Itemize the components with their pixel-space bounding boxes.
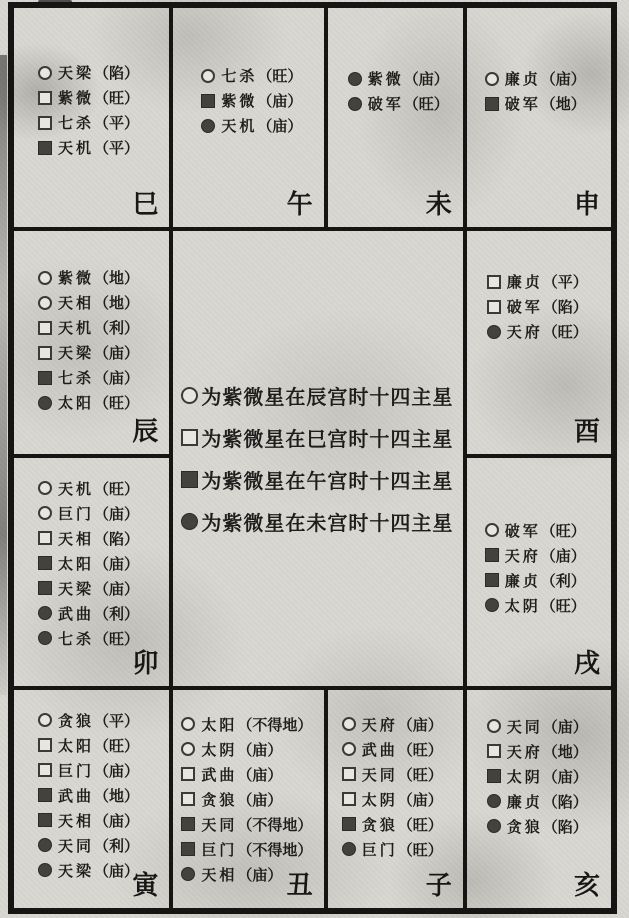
star-row bbox=[38, 833, 169, 858]
palace-cell-wu bbox=[171, 6, 325, 229]
filled-circle-icon bbox=[181, 513, 198, 530]
star-row bbox=[181, 812, 323, 837]
palace-cell-wei bbox=[326, 6, 465, 229]
star-name: 天同 bbox=[201, 815, 238, 834]
branch-label: 申 bbox=[573, 190, 600, 221]
palace-cell-yin bbox=[12, 688, 171, 911]
star-name: 廉贞 bbox=[506, 273, 543, 292]
branch-label: 辰 bbox=[132, 416, 159, 447]
star-list bbox=[14, 8, 169, 160]
branch-label: 卯 bbox=[132, 648, 159, 679]
filled-square-icon bbox=[38, 141, 52, 155]
branch-label: 巳 bbox=[132, 190, 159, 221]
star-brightness: （旺） bbox=[540, 521, 586, 540]
star-name: 天府 bbox=[506, 742, 543, 761]
filled-circle-icon bbox=[38, 838, 52, 852]
star-brightness: （旺） bbox=[94, 629, 140, 648]
star-name: 天梁 bbox=[58, 344, 95, 363]
open-circle-icon bbox=[485, 72, 499, 86]
star-name: 武曲 bbox=[58, 786, 95, 805]
open-circle-icon bbox=[38, 296, 52, 310]
star-row bbox=[487, 764, 611, 789]
star-brightness: （旺） bbox=[257, 67, 303, 85]
palace-cell-you bbox=[465, 229, 613, 456]
star-name: 紫微 bbox=[58, 89, 95, 107]
palace-cell-mao bbox=[12, 456, 171, 688]
star-name: 七杀 bbox=[58, 629, 95, 648]
open-circle-icon bbox=[38, 271, 52, 285]
scan-edge-streak bbox=[0, 55, 7, 695]
star-brightness: （地） bbox=[94, 786, 140, 805]
star-brightness: （庙） bbox=[542, 767, 588, 786]
star-brightness: （地） bbox=[94, 269, 140, 288]
star-name: 天梁 bbox=[58, 64, 95, 82]
star-row bbox=[38, 476, 169, 501]
star-list bbox=[467, 458, 611, 618]
star-row bbox=[38, 601, 169, 626]
star-name: 天相 bbox=[201, 865, 238, 884]
open-square-icon bbox=[487, 275, 501, 289]
star-brightness: （旺） bbox=[397, 740, 443, 759]
star-row bbox=[485, 593, 611, 618]
star-brightness: （不得地） bbox=[237, 815, 313, 834]
star-brightness: （陷） bbox=[542, 792, 588, 811]
star-brightness: （庙） bbox=[237, 790, 283, 809]
star-brightness: （庙） bbox=[94, 579, 140, 598]
star-brightness: （利） bbox=[540, 571, 586, 590]
filled-circle-icon bbox=[342, 842, 356, 856]
star-row bbox=[485, 91, 611, 116]
open-circle-icon bbox=[342, 717, 356, 731]
star-row bbox=[181, 762, 323, 787]
star-brightness: （庙） bbox=[237, 865, 283, 884]
branch-label: 戌 bbox=[573, 648, 600, 679]
star-name: 武曲 bbox=[58, 604, 95, 623]
filled-circle-icon bbox=[348, 72, 362, 86]
open-square-icon bbox=[38, 763, 52, 777]
legend-panel bbox=[171, 229, 464, 687]
star-list bbox=[467, 690, 611, 839]
star-row bbox=[38, 733, 169, 758]
star-row bbox=[38, 708, 169, 733]
open-square-icon bbox=[38, 346, 52, 360]
star-name: 武曲 bbox=[361, 740, 398, 759]
star-name: 太阳 bbox=[201, 715, 238, 734]
star-name: 太阴 bbox=[504, 596, 541, 615]
star-list bbox=[14, 690, 169, 883]
star-row bbox=[201, 63, 323, 88]
open-circle-icon bbox=[38, 506, 52, 520]
filled-square-icon bbox=[181, 817, 195, 831]
star-brightness: （地） bbox=[540, 95, 586, 113]
filled-circle-icon bbox=[487, 325, 501, 339]
star-list bbox=[467, 8, 611, 116]
star-brightness: （庙） bbox=[94, 811, 140, 830]
star-name: 天机 bbox=[58, 139, 95, 157]
star-name: 天府 bbox=[361, 715, 398, 734]
star-brightness: （旺） bbox=[397, 840, 443, 859]
filled-square-icon bbox=[38, 371, 52, 385]
filled-circle-icon bbox=[38, 863, 52, 877]
star-brightness: （庙） bbox=[540, 70, 586, 88]
legend-row bbox=[181, 416, 462, 458]
star-brightness: （庙） bbox=[237, 740, 283, 759]
open-circle-icon bbox=[342, 742, 356, 756]
star-name: 天机 bbox=[58, 319, 95, 338]
legend-text: 为紫微星在未宫时十四主星 bbox=[201, 510, 454, 535]
branch-label: 丑 bbox=[286, 871, 313, 901]
open-circle-icon bbox=[201, 69, 215, 83]
star-row bbox=[487, 814, 611, 839]
ziwei-palace-grid bbox=[8, 2, 617, 914]
star-row bbox=[201, 113, 323, 138]
star-row bbox=[485, 518, 611, 543]
star-brightness: （旺） bbox=[94, 89, 140, 107]
star-name: 破军 bbox=[504, 521, 541, 540]
star-brightness: （庙） bbox=[397, 715, 443, 734]
star-row bbox=[201, 88, 323, 113]
open-square-icon bbox=[38, 321, 52, 335]
star-name: 太阳 bbox=[58, 394, 95, 413]
star-brightness: （旺） bbox=[94, 736, 140, 755]
star-brightness: （庙） bbox=[94, 344, 140, 363]
star-list bbox=[328, 690, 463, 862]
star-row bbox=[348, 91, 463, 116]
star-row bbox=[38, 315, 169, 340]
star-brightness: （平） bbox=[94, 139, 140, 157]
filled-circle-icon bbox=[38, 606, 52, 620]
star-name: 巨门 bbox=[201, 840, 238, 859]
star-name: 七杀 bbox=[58, 369, 95, 388]
star-name: 太阴 bbox=[506, 767, 543, 786]
star-brightness: （旺） bbox=[94, 479, 140, 498]
palace-cell-shen bbox=[465, 6, 613, 229]
star-list bbox=[14, 458, 169, 651]
star-row bbox=[38, 526, 169, 551]
star-brightness: （平） bbox=[94, 711, 140, 730]
star-brightness: （庙） bbox=[94, 861, 140, 880]
open-square-icon bbox=[181, 767, 195, 781]
open-square-icon bbox=[38, 738, 52, 752]
star-brightness: （旺） bbox=[403, 95, 449, 113]
star-name: 天同 bbox=[361, 765, 398, 784]
palace-cell-xu bbox=[465, 456, 613, 688]
filled-square-icon bbox=[38, 556, 52, 570]
star-row bbox=[485, 66, 611, 91]
open-square-icon bbox=[342, 767, 356, 781]
legend-list bbox=[181, 374, 462, 542]
star-name: 天机 bbox=[221, 117, 258, 135]
star-name: 廉贞 bbox=[504, 571, 541, 590]
star-row bbox=[38, 290, 169, 315]
star-name: 太阴 bbox=[361, 790, 398, 809]
star-row bbox=[38, 265, 169, 290]
star-name: 天相 bbox=[58, 811, 95, 830]
star-name: 天机 bbox=[58, 479, 95, 498]
open-square-icon bbox=[38, 91, 52, 105]
star-brightness: （不得地） bbox=[237, 715, 313, 734]
star-row bbox=[38, 135, 169, 160]
open-circle-icon bbox=[485, 523, 499, 537]
star-list bbox=[14, 231, 169, 415]
filled-square-icon bbox=[485, 97, 499, 111]
star-row bbox=[38, 758, 169, 783]
branch-label: 子 bbox=[425, 871, 452, 901]
star-row bbox=[487, 269, 611, 294]
star-brightness: （不得地） bbox=[237, 840, 313, 859]
star-name: 紫微 bbox=[58, 269, 95, 288]
filled-circle-icon bbox=[181, 867, 195, 881]
star-brightness: （庙） bbox=[94, 554, 140, 573]
star-brightness: （旺） bbox=[397, 815, 443, 834]
star-name: 天府 bbox=[506, 323, 543, 342]
star-name: 太阳 bbox=[58, 554, 95, 573]
star-brightness: （陷） bbox=[94, 529, 140, 548]
filled-square-icon bbox=[342, 817, 356, 831]
open-circle-icon bbox=[487, 719, 501, 733]
star-name: 廉贞 bbox=[506, 792, 543, 811]
star-name: 七杀 bbox=[58, 114, 95, 132]
branch-label: 亥 bbox=[573, 871, 600, 901]
star-brightness: （庙） bbox=[257, 117, 303, 135]
filled-square-icon bbox=[38, 581, 52, 595]
palace-cell-si bbox=[12, 6, 171, 229]
filled-circle-icon bbox=[201, 119, 215, 133]
star-name: 天同 bbox=[58, 836, 95, 855]
star-brightness: （利） bbox=[94, 319, 140, 338]
filled-circle-icon bbox=[487, 819, 501, 833]
open-square-icon bbox=[487, 744, 501, 758]
filled-square-icon bbox=[38, 788, 52, 802]
branch-label: 午 bbox=[286, 190, 313, 221]
star-brightness: （庙） bbox=[94, 369, 140, 388]
star-row bbox=[487, 294, 611, 319]
star-name: 紫微 bbox=[367, 70, 404, 88]
star-row bbox=[342, 812, 463, 837]
star-row bbox=[38, 60, 169, 85]
star-brightness: （陷） bbox=[542, 298, 588, 317]
star-row bbox=[485, 543, 611, 568]
star-brightness: （利） bbox=[94, 836, 140, 855]
star-name: 紫微 bbox=[221, 92, 258, 110]
filled-square-icon bbox=[485, 573, 499, 587]
open-square-icon bbox=[342, 792, 356, 806]
star-row bbox=[342, 737, 463, 762]
legend-text: 为紫微星在午宫时十四主星 bbox=[201, 468, 454, 493]
filled-circle-icon bbox=[38, 396, 52, 410]
open-square-icon bbox=[487, 300, 501, 314]
filled-circle-icon bbox=[38, 631, 52, 645]
star-list bbox=[173, 8, 323, 138]
star-row bbox=[342, 712, 463, 737]
star-brightness: （庙） bbox=[94, 761, 140, 780]
star-brightness: （陷） bbox=[94, 64, 140, 82]
star-brightness: （地） bbox=[94, 294, 140, 313]
branch-label: 酉 bbox=[573, 416, 600, 447]
star-row bbox=[342, 837, 463, 862]
star-row bbox=[487, 789, 611, 814]
star-brightness: （旺） bbox=[542, 323, 588, 342]
open-circle-icon bbox=[181, 387, 198, 404]
star-brightness: （庙） bbox=[540, 546, 586, 565]
open-circle-icon bbox=[181, 717, 195, 731]
palace-cell-zi bbox=[326, 688, 465, 911]
star-brightness: （庙） bbox=[94, 504, 140, 523]
star-list bbox=[467, 231, 611, 344]
star-row bbox=[38, 110, 169, 135]
star-brightness: （平） bbox=[542, 273, 588, 292]
star-brightness: （庙） bbox=[237, 765, 283, 784]
star-brightness: （利） bbox=[94, 604, 140, 623]
star-name: 贪狼 bbox=[361, 815, 398, 834]
star-row bbox=[38, 783, 169, 808]
star-row bbox=[342, 787, 463, 812]
legend-row bbox=[181, 374, 462, 416]
open-circle-icon bbox=[38, 481, 52, 495]
filled-square-icon bbox=[181, 471, 198, 488]
star-name: 廉贞 bbox=[504, 70, 541, 88]
star-row bbox=[485, 568, 611, 593]
open-square-icon bbox=[181, 792, 195, 806]
star-row bbox=[342, 762, 463, 787]
star-row bbox=[38, 340, 169, 365]
star-row bbox=[38, 576, 169, 601]
palace-cell-hai bbox=[465, 688, 613, 911]
star-brightness: （庙） bbox=[397, 790, 443, 809]
star-brightness: （陷） bbox=[542, 817, 588, 836]
open-circle-icon bbox=[181, 742, 195, 756]
star-name: 贪狼 bbox=[506, 817, 543, 836]
star-name: 贪狼 bbox=[58, 711, 95, 730]
filled-square-icon bbox=[38, 813, 52, 827]
star-name: 天梁 bbox=[58, 861, 95, 880]
legend-text: 为紫微星在辰宫时十四主星 bbox=[201, 384, 454, 409]
star-name: 太阴 bbox=[201, 740, 238, 759]
star-row bbox=[487, 714, 611, 739]
star-row bbox=[487, 739, 611, 764]
star-row bbox=[38, 501, 169, 526]
filled-square-icon bbox=[487, 769, 501, 783]
star-brightness: （地） bbox=[542, 742, 588, 761]
star-name: 破军 bbox=[504, 95, 541, 113]
star-name: 武曲 bbox=[201, 765, 238, 784]
star-brightness: （庙） bbox=[257, 92, 303, 110]
star-brightness: （旺） bbox=[94, 394, 140, 413]
star-name: 天梁 bbox=[58, 579, 95, 598]
star-brightness: （平） bbox=[94, 114, 140, 132]
star-row bbox=[181, 837, 323, 862]
filled-circle-icon bbox=[487, 794, 501, 808]
filled-square-icon bbox=[181, 842, 195, 856]
star-name: 巨门 bbox=[361, 840, 398, 859]
open-square-icon bbox=[38, 116, 52, 130]
star-name: 天相 bbox=[58, 529, 95, 548]
filled-circle-icon bbox=[348, 97, 362, 111]
star-row bbox=[181, 712, 323, 737]
star-name: 巨门 bbox=[58, 504, 95, 523]
star-name: 破军 bbox=[367, 95, 404, 113]
open-square-icon bbox=[181, 429, 198, 446]
branch-label: 未 bbox=[425, 190, 452, 221]
filled-square-icon bbox=[485, 548, 499, 562]
star-list bbox=[173, 690, 323, 887]
open-square-icon bbox=[38, 531, 52, 545]
branch-label: 寅 bbox=[132, 871, 159, 901]
star-name: 贪狼 bbox=[201, 790, 238, 809]
open-circle-icon bbox=[38, 713, 52, 727]
star-name: 天同 bbox=[506, 717, 543, 736]
legend-row bbox=[181, 500, 462, 542]
star-name: 太阳 bbox=[58, 736, 95, 755]
star-name: 巨门 bbox=[58, 761, 95, 780]
star-name: 天相 bbox=[58, 294, 95, 313]
star-row bbox=[38, 808, 169, 833]
palace-cell-chen bbox=[12, 229, 171, 456]
star-row bbox=[487, 319, 611, 344]
star-row bbox=[181, 737, 323, 762]
star-row bbox=[38, 551, 169, 576]
star-brightness: （旺） bbox=[540, 596, 586, 615]
star-brightness: （庙） bbox=[403, 70, 449, 88]
star-name: 破军 bbox=[506, 298, 543, 317]
star-brightness: （旺） bbox=[397, 765, 443, 784]
star-row bbox=[348, 66, 463, 91]
star-row bbox=[181, 787, 323, 812]
filled-circle-icon bbox=[485, 598, 499, 612]
legend-row bbox=[181, 458, 462, 500]
open-circle-icon bbox=[38, 66, 52, 80]
star-name: 七杀 bbox=[221, 67, 258, 85]
filled-square-icon bbox=[201, 94, 215, 108]
star-row bbox=[38, 85, 169, 110]
star-row bbox=[38, 365, 169, 390]
star-brightness: （庙） bbox=[542, 717, 588, 736]
star-name: 天府 bbox=[504, 546, 541, 565]
palace-cell-chou bbox=[171, 688, 325, 911]
legend-text: 为紫微星在巳宫时十四主星 bbox=[201, 426, 454, 451]
star-list bbox=[328, 8, 463, 116]
